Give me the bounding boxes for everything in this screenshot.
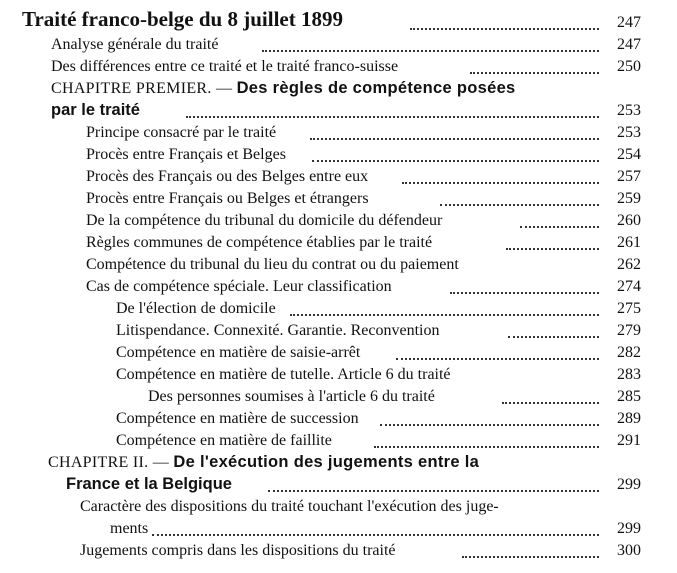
dot-leader: [312, 160, 599, 162]
page-number: 259: [617, 190, 641, 207]
chapter-title-line2: France et la Belgique: [66, 475, 232, 493]
dot-leader: [152, 534, 599, 536]
chapter-label: CHAPITRE II. —: [48, 454, 170, 471]
toc-entry: [0, 144, 677, 166]
page-number: 299: [617, 520, 641, 537]
entry-text: Compétence du tribunal du lieu du contrat ou du paiement: [86, 256, 459, 273]
toc-entry-cont: [0, 518, 677, 540]
page-number: 262: [617, 256, 641, 273]
dot-leader: [262, 50, 599, 52]
entry-text: Litispendance. Connexité. Garantie. Reconvention: [116, 322, 440, 339]
dot-leader: [268, 490, 599, 492]
dot-leader: [450, 292, 599, 294]
chapter-heading-cont: [0, 474, 677, 496]
toc-entry: [0, 188, 677, 210]
chapter-heading: [0, 78, 677, 100]
toc-entry: [0, 276, 677, 298]
entry-text: Procès entre Français et Belges: [86, 146, 286, 163]
chapter-title: De l'exécution des jugements entre la: [173, 453, 480, 471]
toc-sub-entry: [0, 364, 677, 386]
entry-text: Principe consacré par le traité: [86, 124, 277, 141]
page-number: 250: [617, 58, 641, 75]
page-number: 253: [617, 124, 641, 141]
entry-text: Compétence en matière de faillite: [116, 432, 332, 449]
dot-leader: [410, 28, 599, 30]
entry-text: Cas de compétence spéciale. Leur classification: [86, 278, 392, 295]
entry-text: Procès des Français ou des Belges entre eux: [86, 168, 369, 185]
chapter-heading-cont: [0, 100, 677, 122]
dot-leader: [502, 402, 599, 404]
entry-text: Jugements compris dans les dispositions du traité: [80, 542, 396, 559]
toc-sub-entry: [0, 430, 677, 452]
chapter-heading: [0, 452, 677, 474]
entry-text: Règles communes de compétence établies par le traité: [86, 234, 433, 251]
toc-entry: [0, 540, 677, 562]
toc-title-row: [0, 8, 677, 34]
page-number: 291: [617, 432, 641, 449]
entry-text: Analyse générale du traité: [51, 36, 219, 53]
page-number: 254: [617, 146, 641, 163]
page-number: 289: [617, 410, 641, 427]
chapter-title: Des règles de compétence posées: [236, 79, 516, 97]
page-number: 257: [617, 168, 641, 185]
toc-entry: [0, 254, 677, 276]
page-number: 300: [617, 542, 641, 559]
dot-leader: [470, 72, 599, 74]
entry-text: Procès entre Français ou Belges et étrangers: [86, 190, 369, 207]
page-number: 274: [617, 278, 641, 295]
page-number: 299: [617, 476, 641, 493]
entry-text: Compétence en matière de succession: [116, 410, 359, 427]
entry-text: Caractère des dispositions du traité touchant l'exécution des juge-: [80, 498, 499, 515]
page-number: 282: [617, 344, 641, 361]
dot-leader: [374, 446, 599, 448]
entry-text: De la compétence du tribunal du domicile du défendeur: [86, 212, 443, 229]
dot-leader: [310, 138, 599, 140]
toc-sub-entry: [0, 386, 677, 408]
toc-entry: [0, 122, 677, 144]
dot-leader: [462, 556, 599, 558]
entry-text: Des différences entre ce traité et le traité franco-suisse: [51, 58, 399, 75]
entry-text: Compétence en matière de tutelle. Article 6 du traité: [116, 366, 451, 383]
dot-leader: [506, 248, 599, 250]
toc-title: Traité franco-belge du 8 juillet 1899: [22, 7, 343, 31]
chapter-title-line2: par le traité: [51, 101, 140, 119]
page-number: 283: [617, 366, 641, 383]
entry-text: Des personnes soumises à l'article 6 du traité: [148, 388, 435, 405]
toc-entry: [0, 56, 677, 78]
page-number: 279: [617, 322, 641, 339]
page-number: 260: [617, 212, 641, 229]
toc-sub-entry: [0, 342, 677, 364]
dot-leader: [440, 204, 599, 206]
dot-leader: [520, 226, 599, 228]
page-number: 247: [617, 36, 641, 53]
page-number: 261: [617, 234, 641, 251]
toc-entry: [0, 210, 677, 232]
dot-leader: [508, 336, 599, 338]
dot-leader: [396, 358, 599, 360]
dot-leader: [380, 424, 599, 426]
toc-entry: [0, 34, 677, 56]
dot-leader: [290, 314, 599, 316]
page-number: 247: [617, 14, 641, 31]
entry-text: De l'élection de domicile: [116, 300, 276, 317]
entry-text: Compétence en matière de saisie-arrêt: [116, 344, 361, 361]
dot-leader: [402, 182, 599, 184]
entry-text: ments: [110, 520, 149, 537]
page-number: 275: [617, 300, 641, 317]
toc-sub-entry: [0, 298, 677, 320]
page-number: 253: [617, 102, 641, 119]
toc-sub-entry: [0, 320, 677, 342]
chapter-label: CHAPITRE PREMIER. —: [51, 80, 233, 97]
toc-entry: [0, 232, 677, 254]
dot-leader: [186, 116, 599, 118]
toc-sub-entry: [0, 408, 677, 430]
toc-entry: [0, 166, 677, 188]
page-number: 285: [617, 388, 641, 405]
toc-entry: [0, 496, 677, 518]
